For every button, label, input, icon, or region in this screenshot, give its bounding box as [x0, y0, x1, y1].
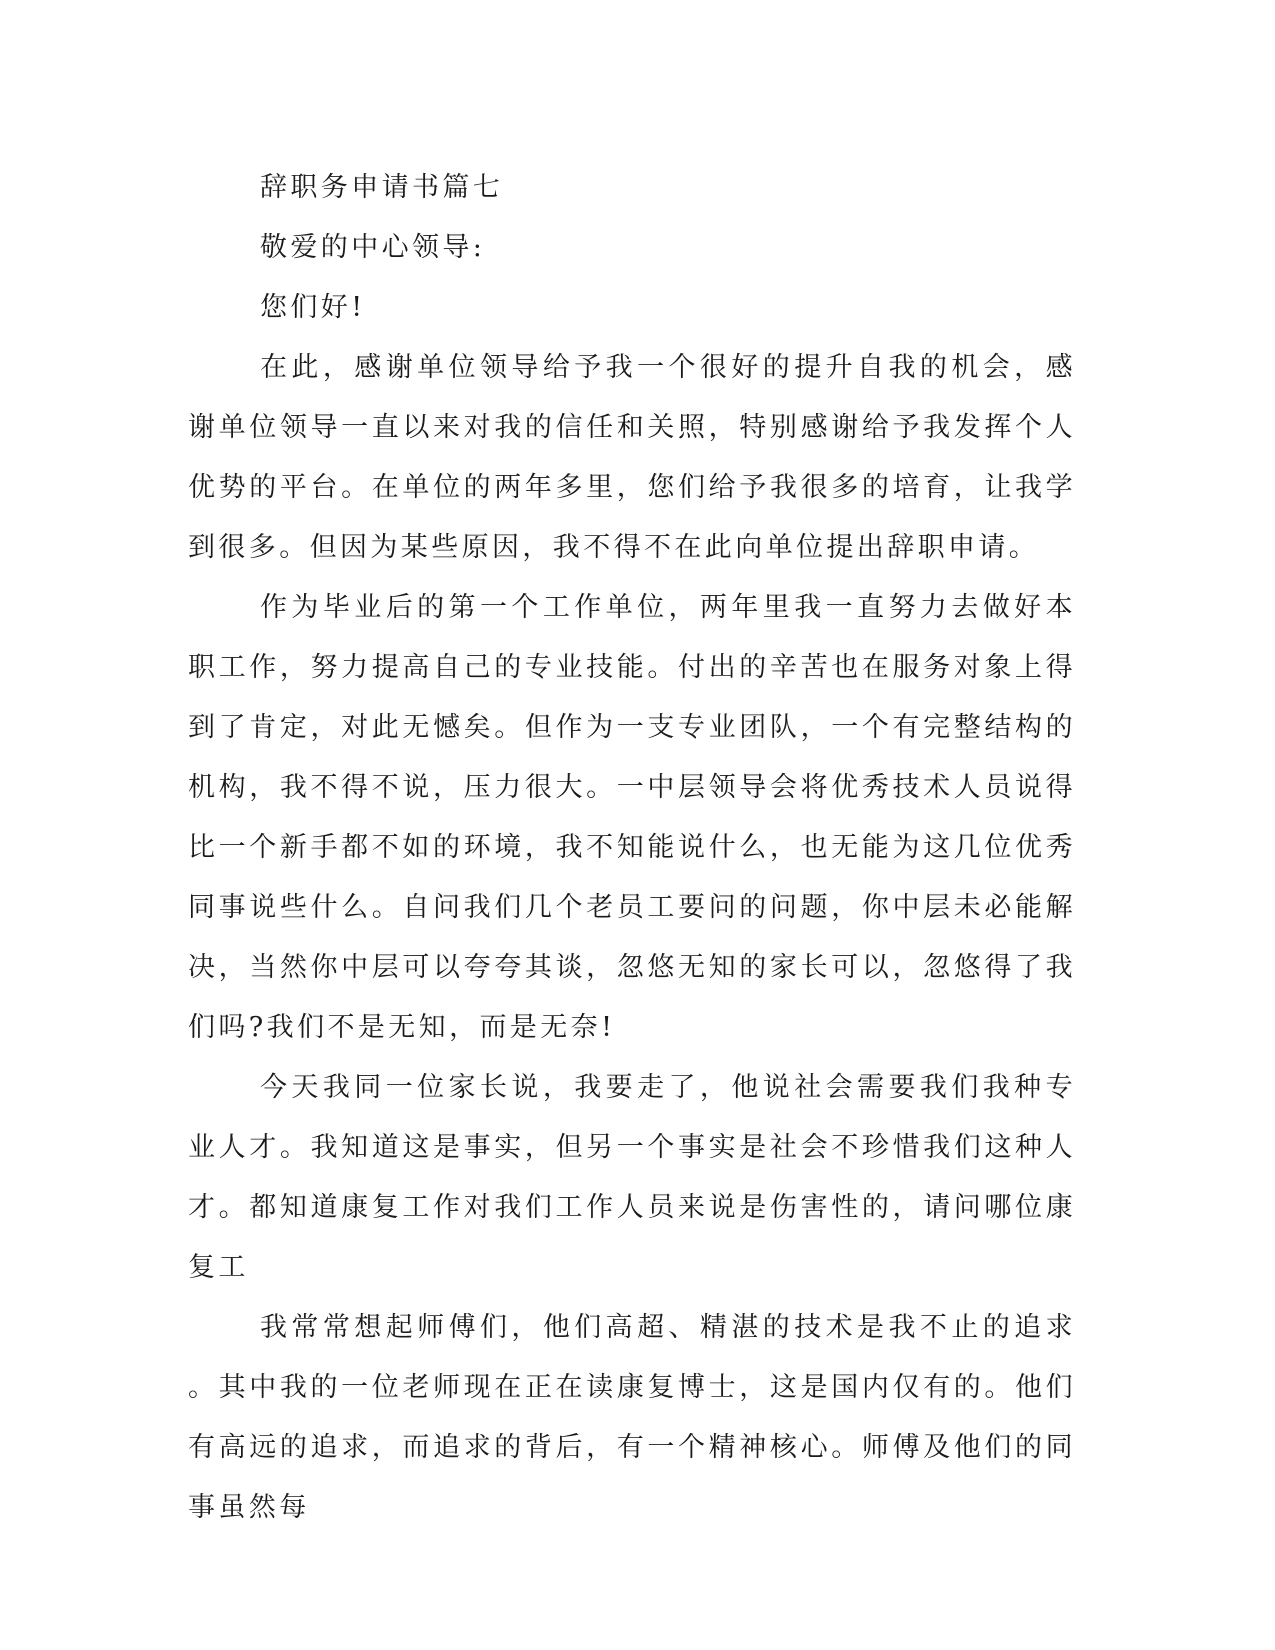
paragraph-1: 在此，感谢单位领导给予我一个很好的提升自我的机会，感谢单位领导一直以来对我的信任和关照，特别感谢给予我发挥个人优势的平台。在单位的两年多里，您们给予我很多的培育，让我学到很多。但因为某些原因，我不得不在此向单位提出辞职申请。 [188, 352, 1076, 563]
salutation: 敬爱的中心领导: [260, 232, 486, 263]
document-title: 辞职务申请书篇七 [260, 172, 504, 203]
document-body [188, 158, 1076, 1538]
greeting: 您们好! [260, 292, 366, 323]
paragraph-3: 今天我同一位家长说，我要走了，他说社会需要我们我种专业人才。我知道这是事实，但另一个事实是社会不珍惜我们这种人才。都知道康复工作对我们工作人员来说是伤害性的，请问哪位康复工 [188, 1072, 1076, 1283]
paragraph-2: 作为毕业后的第一个工作单位，两年里我一直努力去做好本职工作，努力提高自己的专业技能。付出的辛苦也在服务对象上得到了肯定，对此无憾矣。但作为一支专业团队，一个有完整结构的机构，我不得不说，压力很大。一中层领导会将优秀技术人员说得比一个新手都不如的环境，我不知能说什么，也无能为这几位优秀同事说些什么。自问我们几个老员工要问的问题，你中层未必能解决，当然你中层可以夸夸其谈，忽悠无知的家长可以，忽悠得了我们吗?我们不是无知，而是无奈! [188, 592, 1076, 1043]
paragraph-4: 我常常想起师傅们，他们高超、精湛的技术是我不止的追求。其中我的一位老师现在正在读康复博士，这是国内仅有的。他们有高远的追求，而追求的背后，有一个精神核心。师傅及他们的同事虽然每 [188, 1312, 1076, 1523]
